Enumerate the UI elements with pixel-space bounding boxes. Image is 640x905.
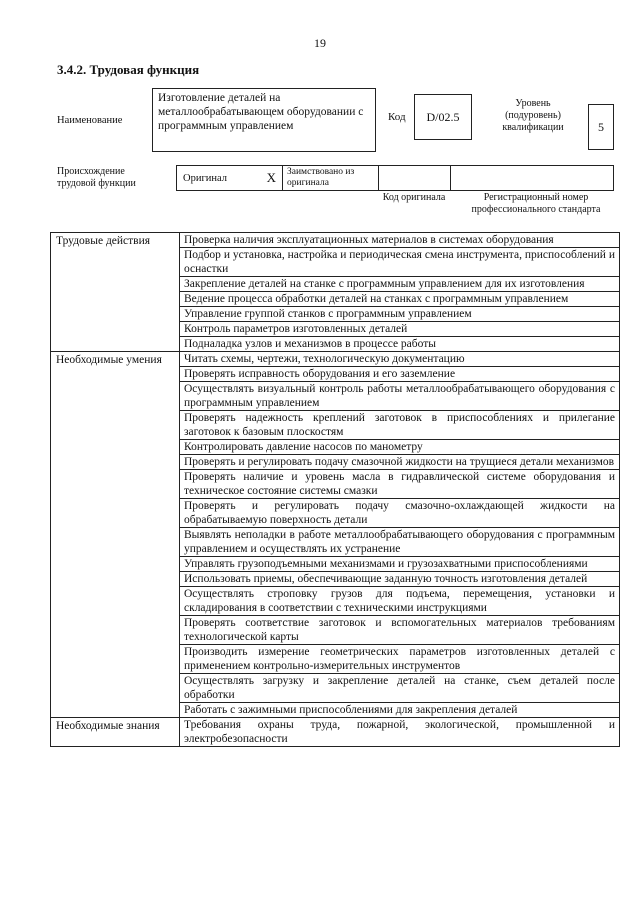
section-item: Проверять надежность креплений заготовок в приспособлениях и прилегание заготовок к базовым плоскостям (180, 411, 620, 440)
original-cell (177, 166, 283, 190)
section-item: Проверять и регулировать подачу смазочной жидкости на трущиеся детали механизмов (180, 455, 620, 470)
original-label: Оригинал (183, 172, 227, 184)
function-name-box (152, 88, 376, 152)
section-item: Закрепление деталей на станке с программным управлением для их изготовления (180, 277, 620, 292)
section-item: Осуществлять загрузку и закрепление деталей на станке, съем деталей после обработки (180, 674, 620, 703)
section-item: Проверка наличия эксплуатационных материалов в системах оборудования (180, 233, 620, 248)
section-item: Проверять исправность оборудования и его заземление (180, 367, 620, 382)
level-label: Уровень (подуровень) квалификации (502, 98, 564, 133)
page-number: 19 (314, 36, 326, 50)
section-item: Ведение процесса обработки деталей на станках с программным управлением (180, 292, 620, 307)
section-item: Работать с зажимными приспособлениями для закрепления деталей (180, 703, 620, 718)
section-item: Проверять и регулировать подачу смазочно-охлаждающей жидкости на обрабатываемую поверхность детали (180, 499, 620, 528)
section-item: Использовать приемы, обеспечивающие заданную точность изготовления деталей (180, 572, 620, 587)
section-item: Производить измерение геометрических параметров изготовленных деталей с применением контрольно-измерительных инструментов (180, 645, 620, 674)
code-box (414, 94, 472, 140)
origin-label: Происхождение трудовой функции (57, 166, 136, 189)
code-original-cell (379, 166, 451, 190)
function-name-value: Изготовление деталей на металлообрабатывающем оборудовании с программным управлением (158, 92, 364, 132)
section-item: Подбор и установка, настройка и периодическая смена инструмента, приспособлений и оснастки (180, 248, 620, 277)
borrowed-cell (283, 166, 379, 190)
code-original-label: Код оригинала (382, 192, 446, 203)
table-row (51, 352, 620, 367)
origin-row (176, 165, 614, 191)
section-item: Осуществлять визуальный контроль работы металлообрабатывающего оборудования с программным управлением (180, 382, 620, 411)
code-value: D/02.5 (426, 109, 460, 124)
original-mark: X (266, 170, 276, 185)
section-heading: Трудовые действия (51, 233, 180, 352)
section-item: Управлять грузоподъемными механизмами и грузозахватными приспособлениями (180, 557, 620, 572)
level-value: 5 (598, 119, 604, 134)
section-item: Читать схемы, чертежи, технологическую документацию (180, 352, 620, 367)
section-heading: Необходимые умения (51, 352, 180, 718)
section-item: Подналадка узлов и механизмов в процессе работы (180, 337, 620, 352)
level-box (588, 104, 614, 150)
table-row (51, 233, 620, 248)
borrowed-label: Заимствовано из оригинала (287, 167, 355, 188)
section-item: Проверять наличие и уровень масла в гидравлической системе оборудования и техническое состояние системы смазки (180, 470, 620, 499)
code-label: Код (388, 111, 406, 123)
labor-function-table (50, 232, 620, 747)
section-item: Контроль параметров изготовленных деталей (180, 322, 620, 337)
section-item: Выявлять неполадки в работе металлообрабатывающего оборудования с программным управлением и осуществлять их устранение (180, 528, 620, 557)
reg-number-cell (451, 166, 613, 190)
section-title: 3.4.2. Трудовая функция (57, 62, 200, 77)
section-item: Управление группой станков с программным управлением (180, 307, 620, 322)
section-heading: Необходимые знания (51, 718, 180, 747)
section-item: Контролировать давление насосов по манометру (180, 440, 620, 455)
name-label: Наименование (57, 115, 123, 126)
section-item: Осуществлять строповку грузов для подъема, перемещения, установки и складирования в соответствии с техническими инструкциями (180, 587, 620, 616)
table-row (51, 718, 620, 747)
section-item: Проверять соответствие заготовок и вспомогательных материалов требованиям технологической карты (180, 616, 620, 645)
section-item: Требования охраны труда, пожарной, экологической, промышленной и электробезопасности (180, 718, 620, 747)
reg-number-label: Регистрационный номер профессионального стандарта (471, 192, 601, 215)
